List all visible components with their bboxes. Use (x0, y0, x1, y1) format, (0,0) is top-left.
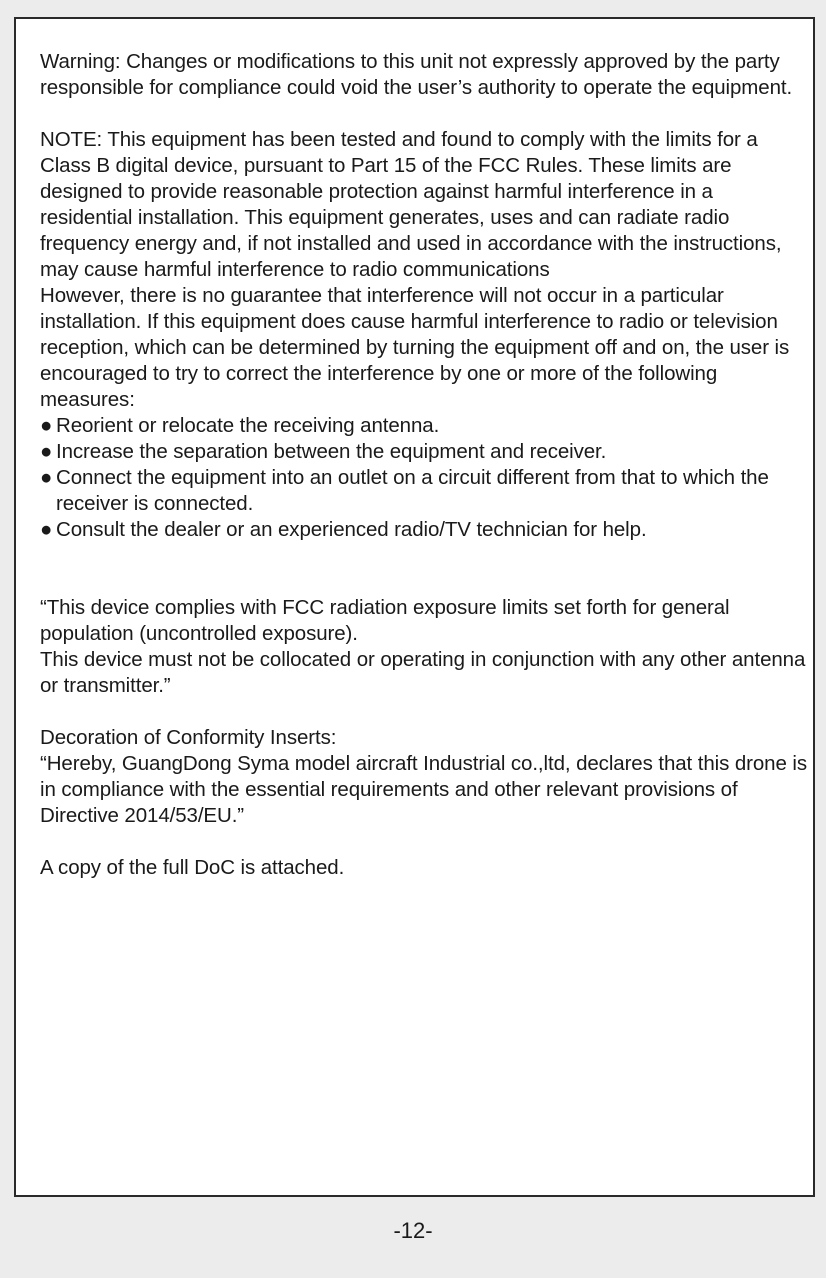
measure-item (40, 413, 810, 439)
measure-text: Reorient or relocate the receiving antenna. (56, 414, 440, 437)
spacer (40, 699, 810, 725)
spacer (40, 829, 810, 855)
measure-text: Consult the dealer or an experienced radio/TV technician for help. (56, 518, 647, 541)
radiation-exposure-paragraph: “This device complies with FCC radiation exposure limits set forth for general population (uncontrolled exposure). (40, 596, 730, 645)
doc-statement: “Hereby, GuangDong Syma model aircraft Industrial co.,ltd, declares that this drone is in compliance with the essential requirements and other relevant provisions of Directive 2014/53/EU.” (40, 752, 807, 827)
bullet-icon: ● (40, 466, 53, 489)
spacer (40, 101, 810, 127)
page-content (40, 49, 810, 881)
spacer (40, 543, 810, 595)
measure-text: Connect the equipment into an outlet on a circuit different from that to which the receiver is connected. (56, 466, 769, 515)
doc-heading: Decoration of Conformity Inserts: (40, 726, 337, 749)
page-frame (14, 17, 815, 1197)
collocation-paragraph: This device must not be collocated or operating in conjunction with any other antenna or transmitter.” (40, 648, 806, 697)
bullet-icon: ● (40, 518, 53, 541)
bullet-icon: ● (40, 440, 53, 463)
interference-paragraph: However, there is no guarantee that interference will not occur in a particular installation. If this equipment does cause harmful interference to radio or television reception, which can be determined by turning the equipment off and on, the user is encouraged to try to correct the interference by one or more of the following measures: (40, 284, 790, 411)
measure-text: Increase the separation between the equipment and receiver. (56, 440, 607, 463)
measures-list (40, 413, 810, 543)
warning-paragraph: Warning: Changes or modifications to this unit not expressly approved by the party responsible for compliance could void the user’s authority to operate the equipment. (40, 50, 793, 99)
measure-item (40, 439, 810, 465)
measure-item (40, 465, 810, 517)
fcc-note-paragraph: NOTE: This equipment has been tested and found to comply with the limits for a Class B digital device, pursuant to Part 15 of the FCC Rules. These limits are designed to provide reasonable protection against harmful interference in a residential installation. This equipment generates, uses and can radiate radio frequency energy and, if not installed and used in accordance with the instructions, may cause harmful interference to radio communications (40, 128, 782, 281)
page-number: -12- (393, 1218, 433, 1243)
bullet-icon: ● (40, 414, 53, 437)
measure-item (40, 517, 810, 543)
doc-attached-note: A copy of the full DoC is attached. (40, 856, 345, 879)
